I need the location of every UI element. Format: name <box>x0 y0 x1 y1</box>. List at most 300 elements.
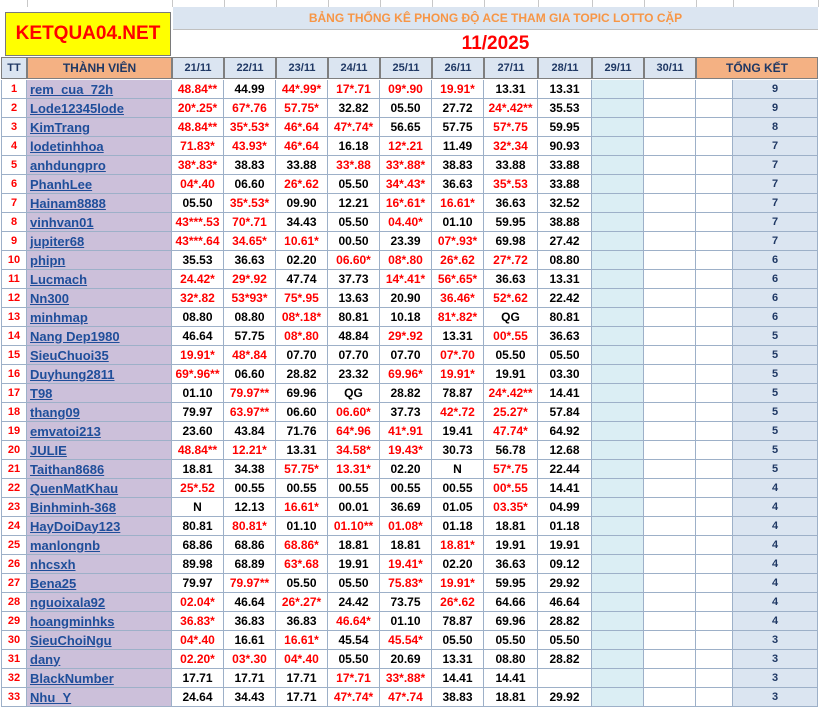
day-cell[interactable]: 19.41 <box>432 422 484 441</box>
empty-day-cell[interactable] <box>592 289 644 308</box>
day-cell[interactable]: 04.99 <box>538 498 592 517</box>
day-cell[interactable]: 38*.83* <box>172 156 224 175</box>
day-cell[interactable]: 90.93 <box>538 137 592 156</box>
day-cell[interactable]: 23.32 <box>328 365 380 384</box>
empty-day-cell[interactable] <box>644 308 696 327</box>
day-cell[interactable]: 64.92 <box>538 422 592 441</box>
member-name-link[interactable]: QuenMatKhau <box>27 479 172 498</box>
day-cell[interactable]: 12.21* <box>224 441 276 460</box>
day-cell[interactable]: N <box>172 498 224 517</box>
day-cell[interactable]: 13.31 <box>484 80 538 99</box>
day-cell[interactable]: 34.38 <box>224 460 276 479</box>
day-cell[interactable]: 20*.25* <box>172 99 224 118</box>
day-cell[interactable]: 29*.92 <box>380 327 432 346</box>
day-cell[interactable]: 36.63 <box>224 251 276 270</box>
day-cell[interactable]: 19.91 <box>538 536 592 555</box>
day-cell[interactable]: 34.43 <box>224 688 276 707</box>
day-cell[interactable]: 01.05 <box>432 498 484 517</box>
day-cell[interactable]: 67*.76 <box>224 99 276 118</box>
day-cell[interactable]: 37.73 <box>380 403 432 422</box>
day-cell[interactable]: 35.53 <box>172 251 224 270</box>
member-name-link[interactable]: PhanhLee <box>27 175 172 194</box>
day-cell[interactable]: 47*.74* <box>328 688 380 707</box>
day-cell[interactable]: 00.01 <box>328 498 380 517</box>
empty-day-cell[interactable] <box>592 327 644 346</box>
day-cell[interactable]: 38.83 <box>224 156 276 175</box>
day-cell[interactable]: 00.55 <box>328 479 380 498</box>
day-cell[interactable]: QG <box>484 308 538 327</box>
day-cell[interactable]: 19.91* <box>432 80 484 99</box>
empty-day-cell[interactable] <box>644 232 696 251</box>
empty-day-cell[interactable] <box>644 650 696 669</box>
day-cell[interactable]: 45.54 <box>328 631 380 650</box>
empty-day-cell[interactable] <box>592 270 644 289</box>
day-cell[interactable]: 48.84** <box>172 118 224 137</box>
day-cell[interactable]: 33*.88 <box>328 156 380 175</box>
day-cell[interactable]: 43***.64 <box>172 232 224 251</box>
day-cell[interactable]: 34.65* <box>224 232 276 251</box>
empty-day-cell[interactable] <box>592 156 644 175</box>
day-cell[interactable]: 36.63 <box>538 327 592 346</box>
day-cell[interactable]: 02.20 <box>380 460 432 479</box>
day-cell[interactable]: 08.80 <box>172 308 224 327</box>
day-cell[interactable]: 48.84 <box>328 327 380 346</box>
day-cell[interactable]: 00.55 <box>224 479 276 498</box>
empty-day-cell[interactable] <box>592 213 644 232</box>
day-cell[interactable]: 00.55 <box>276 479 328 498</box>
empty-day-cell[interactable] <box>592 574 644 593</box>
day-cell[interactable]: 79.97 <box>172 403 224 422</box>
day-cell[interactable]: 18.81 <box>484 688 538 707</box>
member-name-link[interactable]: T98 <box>27 384 172 403</box>
day-cell[interactable]: 00*.55 <box>484 327 538 346</box>
day-cell[interactable]: 06.60 <box>276 403 328 422</box>
empty-day-cell[interactable] <box>644 479 696 498</box>
day-cell[interactable]: N <box>432 460 484 479</box>
empty-day-cell[interactable] <box>644 270 696 289</box>
day-cell[interactable]: 14.41 <box>538 384 592 403</box>
day-cell[interactable]: 04*.40 <box>276 650 328 669</box>
day-cell[interactable]: 05.50 <box>538 631 592 650</box>
day-cell[interactable]: 19.43* <box>380 441 432 460</box>
day-cell[interactable]: 70*.71 <box>224 213 276 232</box>
day-cell[interactable]: 28.82 <box>538 650 592 669</box>
day-cell[interactable]: 25.27* <box>484 403 538 422</box>
day-cell[interactable]: 48.84** <box>172 441 224 460</box>
day-cell[interactable]: 57.84 <box>538 403 592 422</box>
day-cell[interactable]: 00.50 <box>328 232 380 251</box>
day-cell[interactable]: 05.50 <box>432 631 484 650</box>
day-cell[interactable]: 44*.99* <box>276 80 328 99</box>
day-cell[interactable]: 71.76 <box>276 422 328 441</box>
empty-day-cell[interactable] <box>592 612 644 631</box>
day-cell[interactable]: 48.84** <box>172 80 224 99</box>
member-name-link[interactable]: thang09 <box>27 403 172 422</box>
day-cell[interactable]: 03.35* <box>484 498 538 517</box>
day-cell[interactable]: 32*.82 <box>172 289 224 308</box>
day-cell[interactable]: 75.83* <box>380 574 432 593</box>
day-cell[interactable]: 17.71 <box>276 669 328 688</box>
day-cell[interactable]: 64.66 <box>484 593 538 612</box>
day-cell[interactable]: 79.97** <box>224 574 276 593</box>
day-cell[interactable]: 69*.96** <box>172 365 224 384</box>
empty-day-cell[interactable] <box>592 479 644 498</box>
day-cell[interactable] <box>538 669 592 688</box>
day-cell[interactable]: 33.88 <box>538 156 592 175</box>
day-cell[interactable]: 16.61 <box>224 631 276 650</box>
day-cell[interactable]: 24.42 <box>328 593 380 612</box>
day-cell[interactable]: 13.31 <box>538 80 592 99</box>
day-cell[interactable]: 36.83* <box>172 612 224 631</box>
day-cell[interactable]: 33.88 <box>276 156 328 175</box>
day-cell[interactable]: 34.58* <box>328 441 380 460</box>
day-cell[interactable]: 19.91 <box>484 365 538 384</box>
member-name-link[interactable]: anhdungpro <box>27 156 172 175</box>
day-cell[interactable]: 06.60* <box>328 403 380 422</box>
day-cell[interactable]: 26*.27* <box>276 593 328 612</box>
day-cell[interactable]: 07*.93* <box>432 232 484 251</box>
day-cell[interactable]: 32*.34 <box>484 137 538 156</box>
empty-day-cell[interactable] <box>592 365 644 384</box>
day-cell[interactable]: 32.82 <box>328 99 380 118</box>
day-cell[interactable]: 43.93* <box>224 137 276 156</box>
day-cell[interactable]: 07.70 <box>328 346 380 365</box>
day-cell[interactable]: 33*.88* <box>380 669 432 688</box>
empty-day-cell[interactable] <box>644 118 696 137</box>
empty-day-cell[interactable] <box>644 631 696 650</box>
day-cell[interactable]: 80.81* <box>224 517 276 536</box>
empty-day-cell[interactable] <box>644 384 696 403</box>
empty-day-cell[interactable] <box>644 251 696 270</box>
empty-day-cell[interactable] <box>644 688 696 707</box>
day-cell[interactable]: 44.99 <box>224 80 276 99</box>
day-cell[interactable]: 69.98 <box>484 232 538 251</box>
day-cell[interactable]: 01.10 <box>172 384 224 403</box>
day-cell[interactable]: 19.91* <box>432 574 484 593</box>
day-cell[interactable]: 05.50 <box>328 574 380 593</box>
day-cell[interactable]: 68.86 <box>224 536 276 555</box>
day-cell[interactable]: 01.18 <box>538 517 592 536</box>
day-cell[interactable]: 56*.65* <box>432 270 484 289</box>
empty-day-cell[interactable] <box>644 99 696 118</box>
member-name-link[interactable]: nguoixala92 <box>27 593 172 612</box>
day-cell[interactable]: 08.80 <box>484 650 538 669</box>
day-cell[interactable]: 01.08* <box>380 517 432 536</box>
day-cell[interactable]: 38.83 <box>432 688 484 707</box>
day-cell[interactable]: 57.75 <box>432 118 484 137</box>
day-cell[interactable]: 28.82 <box>538 612 592 631</box>
day-cell[interactable]: 04*.40 <box>172 631 224 650</box>
day-cell[interactable]: 24*.42** <box>484 384 538 403</box>
member-name-link[interactable]: emvatoi213 <box>27 422 172 441</box>
day-cell[interactable]: 36.63 <box>484 194 538 213</box>
day-cell[interactable]: 08.80 <box>224 308 276 327</box>
day-cell[interactable]: 27.42 <box>538 232 592 251</box>
empty-day-cell[interactable] <box>644 156 696 175</box>
day-cell[interactable]: 19.91* <box>172 346 224 365</box>
day-cell[interactable]: 02.20 <box>432 555 484 574</box>
day-cell[interactable]: 13.31* <box>328 460 380 479</box>
day-cell[interactable]: 07.70 <box>276 346 328 365</box>
day-cell[interactable]: 20.90 <box>380 289 432 308</box>
empty-day-cell[interactable] <box>592 403 644 422</box>
day-cell[interactable]: 57.75* <box>276 99 328 118</box>
day-cell[interactable]: 05.50 <box>328 213 380 232</box>
member-name-link[interactable]: Taithan8686 <box>27 460 172 479</box>
day-cell[interactable]: 35.53 <box>538 99 592 118</box>
empty-day-cell[interactable] <box>644 517 696 536</box>
member-name-link[interactable]: BlackNumber <box>27 669 172 688</box>
empty-day-cell[interactable] <box>644 555 696 574</box>
day-cell[interactable]: 17.71 <box>224 669 276 688</box>
day-cell[interactable]: 16.61* <box>276 498 328 517</box>
empty-day-cell[interactable] <box>644 175 696 194</box>
member-name-link[interactable]: Nang Dep1980 <box>27 327 172 346</box>
empty-day-cell[interactable] <box>592 137 644 156</box>
day-cell[interactable]: 69.96 <box>276 384 328 403</box>
day-cell[interactable]: 18.81 <box>172 460 224 479</box>
empty-day-cell[interactable] <box>644 441 696 460</box>
member-name-link[interactable]: hoangminhks <box>27 612 172 631</box>
empty-day-cell[interactable] <box>644 422 696 441</box>
empty-day-cell[interactable] <box>644 289 696 308</box>
day-cell[interactable]: 68.89 <box>224 555 276 574</box>
day-cell[interactable]: 47.74* <box>484 422 538 441</box>
day-cell[interactable]: 46.64 <box>538 593 592 612</box>
empty-day-cell[interactable] <box>592 536 644 555</box>
empty-day-cell[interactable] <box>644 536 696 555</box>
day-cell[interactable]: 18.81 <box>380 536 432 555</box>
day-cell[interactable]: 05.50 <box>538 346 592 365</box>
empty-day-cell[interactable] <box>644 593 696 612</box>
day-cell[interactable]: 00.55 <box>432 479 484 498</box>
empty-day-cell[interactable] <box>592 118 644 137</box>
day-cell[interactable]: 36.83 <box>224 612 276 631</box>
day-cell[interactable]: 57*.75 <box>484 118 538 137</box>
member-name-link[interactable]: HayDoiDay123 <box>27 517 172 536</box>
empty-day-cell[interactable] <box>592 517 644 536</box>
day-cell[interactable]: 14.41 <box>484 669 538 688</box>
day-cell[interactable]: 33.88 <box>484 156 538 175</box>
day-cell[interactable]: 47*.74 <box>380 688 432 707</box>
day-cell[interactable]: 17*.71 <box>328 80 380 99</box>
day-cell[interactable]: 34.43 <box>276 213 328 232</box>
day-cell[interactable]: 46*.64 <box>276 137 328 156</box>
day-cell[interactable]: 13.63 <box>328 289 380 308</box>
day-cell[interactable]: 63*.68 <box>276 555 328 574</box>
day-cell[interactable]: 34*.43* <box>380 175 432 194</box>
day-cell[interactable]: 19.91 <box>484 536 538 555</box>
member-name-link[interactable]: lodetinhhoa <box>27 137 172 156</box>
empty-day-cell[interactable] <box>592 308 644 327</box>
member-name-link[interactable]: Nhu_Y <box>27 688 172 707</box>
empty-day-cell[interactable] <box>592 498 644 517</box>
member-name-link[interactable]: Bena25 <box>27 574 172 593</box>
day-cell[interactable]: 13.31 <box>432 327 484 346</box>
member-name-link[interactable]: KimTrang <box>27 118 172 137</box>
day-cell[interactable]: 78.87 <box>432 384 484 403</box>
empty-day-cell[interactable] <box>644 612 696 631</box>
empty-day-cell[interactable] <box>592 80 644 99</box>
day-cell[interactable]: 36.46* <box>432 289 484 308</box>
day-cell[interactable]: 13.31 <box>432 650 484 669</box>
day-cell[interactable]: 48*.84 <box>224 346 276 365</box>
empty-day-cell[interactable] <box>644 194 696 213</box>
day-cell[interactable]: 36.63 <box>484 555 538 574</box>
day-cell[interactable]: 81*.82* <box>432 308 484 327</box>
day-cell[interactable]: 25*.52 <box>172 479 224 498</box>
day-cell[interactable]: 59.95 <box>484 213 538 232</box>
day-cell[interactable]: 30.73 <box>432 441 484 460</box>
member-name-link[interactable]: Lode12345lode <box>27 99 172 118</box>
empty-day-cell[interactable] <box>592 194 644 213</box>
member-name-link[interactable]: rem_cua_72h <box>27 80 172 99</box>
day-cell[interactable]: 63.97** <box>224 403 276 422</box>
day-cell[interactable]: 29*.92 <box>224 270 276 289</box>
empty-day-cell[interactable] <box>592 384 644 403</box>
day-cell[interactable]: 33.88 <box>538 175 592 194</box>
day-cell[interactable]: 05.50 <box>328 175 380 194</box>
day-cell[interactable]: 26*.62 <box>432 593 484 612</box>
empty-day-cell[interactable] <box>592 593 644 612</box>
day-cell[interactable]: 29.92 <box>538 688 592 707</box>
day-cell[interactable]: 56.65 <box>380 118 432 137</box>
day-cell[interactable]: 89.98 <box>172 555 224 574</box>
empty-day-cell[interactable] <box>592 251 644 270</box>
day-cell[interactable]: 17.71 <box>276 688 328 707</box>
day-cell[interactable]: 01.10 <box>276 517 328 536</box>
day-cell[interactable]: 12*.21 <box>380 137 432 156</box>
empty-day-cell[interactable] <box>644 137 696 156</box>
day-cell[interactable]: 06.60 <box>224 365 276 384</box>
day-cell[interactable]: 36.83 <box>276 612 328 631</box>
day-cell[interactable]: 18.81 <box>484 517 538 536</box>
member-name-link[interactable]: Nn300 <box>27 289 172 308</box>
day-cell[interactable]: 28.82 <box>276 365 328 384</box>
day-cell[interactable]: 16.61* <box>276 631 328 650</box>
day-cell[interactable]: 47*.74* <box>328 118 380 137</box>
day-cell[interactable]: 17.71 <box>172 669 224 688</box>
empty-day-cell[interactable] <box>644 80 696 99</box>
day-cell[interactable]: 08*.18* <box>276 308 328 327</box>
day-cell[interactable]: 03*.30 <box>224 650 276 669</box>
empty-day-cell[interactable] <box>644 213 696 232</box>
member-name-link[interactable]: JULIE <box>27 441 172 460</box>
empty-day-cell[interactable] <box>592 232 644 251</box>
empty-day-cell[interactable] <box>644 365 696 384</box>
day-cell[interactable]: 14*.41* <box>380 270 432 289</box>
day-cell[interactable]: 06.60* <box>328 251 380 270</box>
empty-day-cell[interactable] <box>644 346 696 365</box>
empty-day-cell[interactable] <box>592 669 644 688</box>
day-cell[interactable]: 80.81 <box>538 308 592 327</box>
day-cell[interactable]: 11.49 <box>432 137 484 156</box>
empty-day-cell[interactable] <box>644 327 696 346</box>
day-cell[interactable]: 01.10 <box>432 213 484 232</box>
day-cell[interactable]: 19.41* <box>380 555 432 574</box>
day-cell[interactable]: 01.18 <box>432 517 484 536</box>
day-cell[interactable]: 09.90 <box>276 194 328 213</box>
empty-day-cell[interactable] <box>592 175 644 194</box>
day-cell[interactable]: 09*.90 <box>380 80 432 99</box>
day-cell[interactable]: 05.50 <box>276 574 328 593</box>
day-cell[interactable]: 41*.91 <box>380 422 432 441</box>
day-cell[interactable]: 12.68 <box>538 441 592 460</box>
day-cell[interactable]: 05.50 <box>172 194 224 213</box>
day-cell[interactable]: 79.97** <box>224 384 276 403</box>
empty-day-cell[interactable] <box>644 403 696 422</box>
day-cell[interactable]: 08*.80 <box>276 327 328 346</box>
day-cell[interactable]: 00.55 <box>380 479 432 498</box>
day-cell[interactable]: 14.41 <box>432 669 484 688</box>
empty-day-cell[interactable] <box>644 574 696 593</box>
empty-day-cell[interactable] <box>592 555 644 574</box>
day-cell[interactable]: 59.95 <box>538 118 592 137</box>
empty-day-cell[interactable] <box>592 460 644 479</box>
day-cell[interactable]: 36.63 <box>484 270 538 289</box>
member-name-link[interactable]: Lucmach <box>27 270 172 289</box>
day-cell[interactable]: 14.41 <box>538 479 592 498</box>
day-cell[interactable]: 20.69 <box>380 650 432 669</box>
day-cell[interactable]: 52*.62 <box>484 289 538 308</box>
day-cell[interactable]: 43***.53 <box>172 213 224 232</box>
day-cell[interactable]: 19.91 <box>328 555 380 574</box>
day-cell[interactable]: 08*.80 <box>380 251 432 270</box>
day-cell[interactable]: 04.40* <box>380 213 432 232</box>
day-cell[interactable]: 05.50 <box>380 99 432 118</box>
day-cell[interactable]: 16.61* <box>432 194 484 213</box>
day-cell[interactable]: 29.92 <box>538 574 592 593</box>
empty-day-cell[interactable] <box>592 631 644 650</box>
day-cell[interactable]: 59.95 <box>484 574 538 593</box>
day-cell[interactable]: 07*.70 <box>432 346 484 365</box>
empty-day-cell[interactable] <box>644 669 696 688</box>
member-name-link[interactable]: phipn <box>27 251 172 270</box>
day-cell[interactable]: 13.31 <box>538 270 592 289</box>
day-cell[interactable]: 57.75 <box>224 327 276 346</box>
day-cell[interactable]: 18.81* <box>432 536 484 555</box>
day-cell[interactable]: 35*.53* <box>224 118 276 137</box>
day-cell[interactable]: 46*.64 <box>276 118 328 137</box>
day-cell[interactable]: 46.64* <box>328 612 380 631</box>
day-cell[interactable]: 19.91* <box>432 365 484 384</box>
day-cell[interactable]: 33*.88* <box>380 156 432 175</box>
day-cell[interactable]: 26*.62 <box>276 175 328 194</box>
day-cell[interactable]: 16*.61* <box>380 194 432 213</box>
day-cell[interactable]: 26*.62 <box>432 251 484 270</box>
empty-day-cell[interactable] <box>644 498 696 517</box>
day-cell[interactable]: 78.87 <box>432 612 484 631</box>
day-cell[interactable]: 45.54* <box>380 631 432 650</box>
day-cell[interactable]: 68.86* <box>276 536 328 555</box>
day-cell[interactable]: 32.52 <box>538 194 592 213</box>
day-cell[interactable]: 69.96* <box>380 365 432 384</box>
day-cell[interactable]: 38.88 <box>538 213 592 232</box>
day-cell[interactable]: 37.73 <box>328 270 380 289</box>
day-cell[interactable]: 05.50 <box>484 631 538 650</box>
day-cell[interactable]: 28.82 <box>380 384 432 403</box>
empty-day-cell[interactable] <box>592 688 644 707</box>
empty-day-cell[interactable] <box>592 346 644 365</box>
empty-day-cell[interactable] <box>592 650 644 669</box>
day-cell[interactable]: 01.10** <box>328 517 380 536</box>
day-cell[interactable]: 80.81 <box>172 517 224 536</box>
member-name-link[interactable]: Hainam8888 <box>27 194 172 213</box>
day-cell[interactable]: 57*.75 <box>484 460 538 479</box>
day-cell[interactable]: 18.81 <box>328 536 380 555</box>
day-cell[interactable]: 05.50 <box>484 346 538 365</box>
member-name-link[interactable]: dany <box>27 650 172 669</box>
